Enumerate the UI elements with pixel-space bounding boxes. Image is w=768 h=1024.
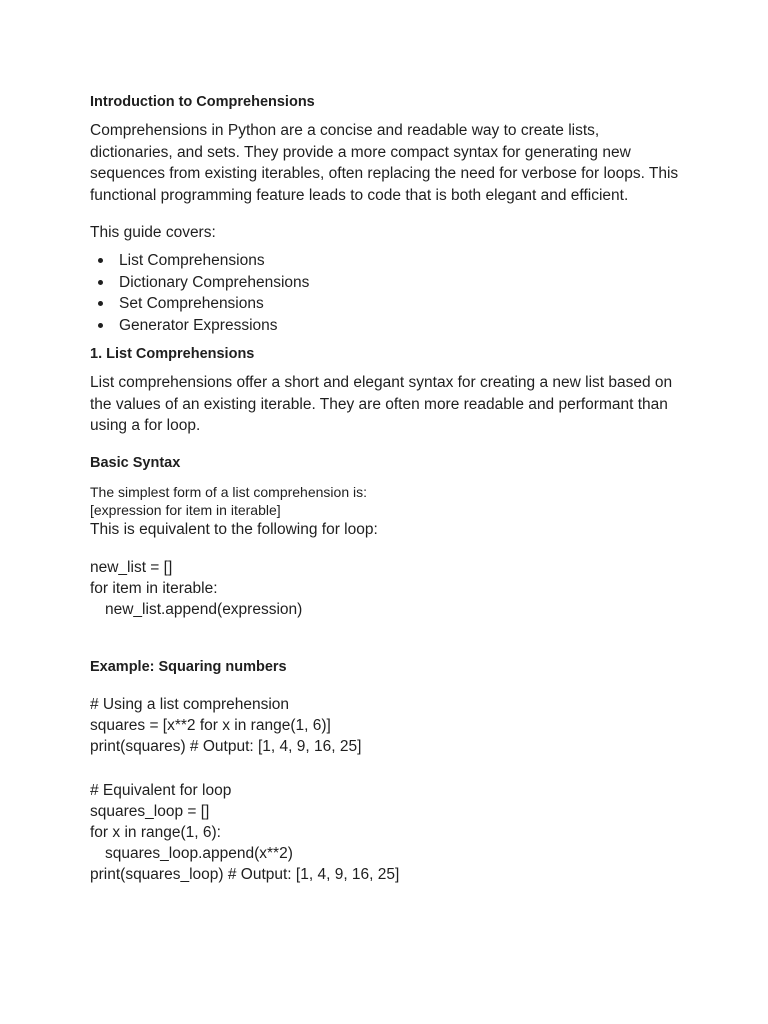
code-line: squares_loop.append(x**2) <box>105 845 293 862</box>
code-line: print(squares_loop) # Output: [1, 4, 9, 16, 25] <box>90 866 400 883</box>
list-item <box>90 315 309 337</box>
basic-syntax-heading: Basic Syntax <box>90 455 181 471</box>
list-comprehensions-paragraph <box>90 372 690 437</box>
simplest-form-text: The simplest form of a list comprehension is: <box>90 484 367 500</box>
list-comprehensions-heading: 1. List Comprehensions <box>90 346 255 362</box>
list-item-label: Generator Expressions <box>119 316 278 334</box>
paragraph-line: the values of an existing iterable. They are often more readable and performant than <box>90 395 668 413</box>
intro-heading: Introduction to Comprehensions <box>90 94 315 110</box>
code-line: new_list.append(expression) <box>105 601 303 618</box>
intro-paragraph-line: sequences from existing iterables, often replacing the need for verbose for loops. This <box>90 165 679 182</box>
list-item-label: Set Comprehensions <box>119 295 264 312</box>
covers-label: This guide covers: <box>90 224 216 241</box>
bullet-icon <box>98 301 103 306</box>
code-line: for x in range(1, 6): <box>90 824 221 841</box>
intro-paragraph-line: Comprehensions in Python are a concise and readable way to create lists, <box>90 122 600 139</box>
code-line: squares = [x**2 for x in range(1, 6)] <box>90 717 331 734</box>
example-heading: Example: Squaring numbers <box>90 659 287 675</box>
bullet-icon <box>98 258 103 263</box>
covers-list <box>90 250 309 336</box>
code-line: # Equivalent for loop <box>90 782 232 799</box>
code-line: new_list = [] <box>90 559 173 576</box>
list-item-label: List Comprehensions <box>119 252 265 269</box>
paragraph-line: List comprehensions offer a short and elegant syntax for creating a new list based on <box>90 374 673 391</box>
intro-paragraph-line: dictionaries, and sets. They provide a more compact syntax for generating new <box>90 143 631 161</box>
list-item <box>90 272 309 294</box>
code-line: print(squares) # Output: [1, 4, 9, 16, 25] <box>90 738 362 755</box>
list-item <box>90 250 309 272</box>
equivalent-text: This is equivalent to the following for loop: <box>90 521 378 538</box>
bullet-icon <box>98 323 103 328</box>
intro-paragraph-line: functional programming feature leads to code that is both elegant and efficient. <box>90 186 629 204</box>
syntax-text: [expression for item in iterable] <box>90 502 281 518</box>
bullet-icon <box>98 280 103 285</box>
code-line: for item in iterable: <box>90 580 218 597</box>
list-item-label: Dictionary Comprehensions <box>119 273 310 291</box>
code-line: # Using a list comprehension <box>90 696 290 713</box>
intro-paragraph <box>90 120 690 206</box>
paragraph-line: using a for loop. <box>90 417 201 434</box>
code-line: squares_loop = [] <box>90 803 210 820</box>
list-item <box>90 293 309 315</box>
